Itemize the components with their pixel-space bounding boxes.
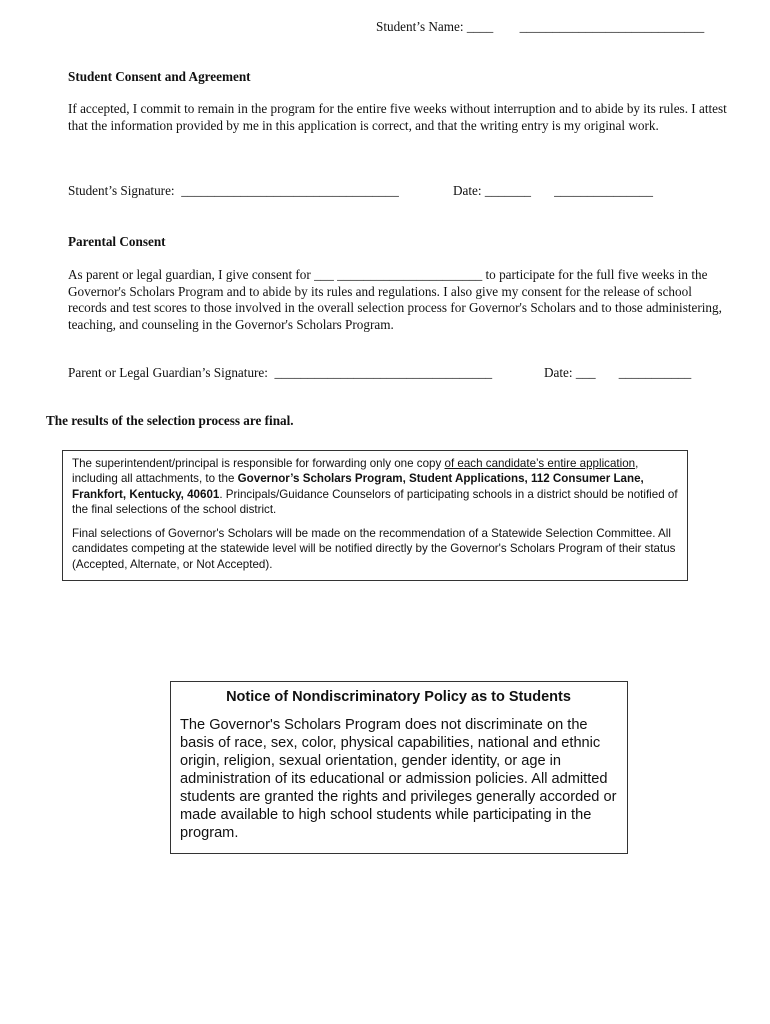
student-name-field[interactable]: Student’s Name: ____ ____________________________ bbox=[376, 19, 705, 34]
notice-title: Notice of Nondiscriminatory Policy as to Students bbox=[226, 689, 571, 705]
student-signature-field[interactable]: Student’s Signature: _________________________________ bbox=[68, 183, 399, 198]
student-consent-text: If accepted, I commit to remain in the program for the entire five weeks without interruption and to abide by its rules. I attest that the information provided by me in this application is correct, and that the writing entry is my original work. bbox=[68, 101, 727, 133]
mailing-address: Governor’s Scholars Program, Student Applications, 112 Consumer Lane, Frankfort, Kentucky, 40601 bbox=[72, 472, 644, 501]
instructions-paragraph-1 bbox=[72, 456, 679, 517]
parental-consent-text: As parent or legal guardian, I give consent for ___ ______________________ to participate for the full five weeks in the Governor's Scholars Program and to abide by its rules and regulations. I also give my consent for the release of school records and test scores to those involved in the overall selection process for Governor's Scholars and to those administering, teaching, and counseling in the Governor's Scholars Program. bbox=[68, 267, 722, 332]
guardian-date-field[interactable]: Date: ___ ___________ bbox=[544, 365, 692, 380]
guardian-signature-field[interactable]: Parent or Legal Guardian’s Signature: _________________________________ bbox=[68, 365, 493, 380]
student-date-field[interactable]: Date: _______ _______________ bbox=[453, 183, 653, 198]
instructions-text-b: , including all attachments, to the bbox=[72, 457, 639, 486]
notice-text: The Governor's Scholars Program does not discriminate on the basis of race, sex, color, physical capabilities, national and ethnic origin, religion, sexual orientation, gender identity, or age in administration of its educational or admission policies. All admitted students are granted the rights and privileges generally accorded or made available to high school students while participating in the program. bbox=[180, 717, 617, 841]
parental-consent-heading: Parental Consent bbox=[68, 234, 166, 249]
instructions-box bbox=[62, 450, 688, 581]
instructions-text-c: . Principals/Guidance Counselors of participating schools in a district should be notified of the final selections of the school district. bbox=[72, 487, 678, 516]
results-final-note: The results of the selection process are final. bbox=[46, 413, 294, 428]
student-consent-heading: Student Consent and Agreement bbox=[68, 69, 251, 84]
nondiscrimination-notice-box bbox=[170, 681, 628, 854]
instructions-paragraph-2: Final selections of Governor's Scholars will be made on the recommendation of a Statewide Selection Committee. All candidates competing at the statewide level will be notified directly by the Governor's Scholars Program of their status (Accepted, Alternate, or Not Accepted). bbox=[72, 527, 676, 571]
instructions-text-a: The superintendent/principal is responsible for forwarding only one copy bbox=[72, 457, 445, 470]
instructions-underlined-text: of each candidate’s entire application bbox=[444, 457, 636, 470]
